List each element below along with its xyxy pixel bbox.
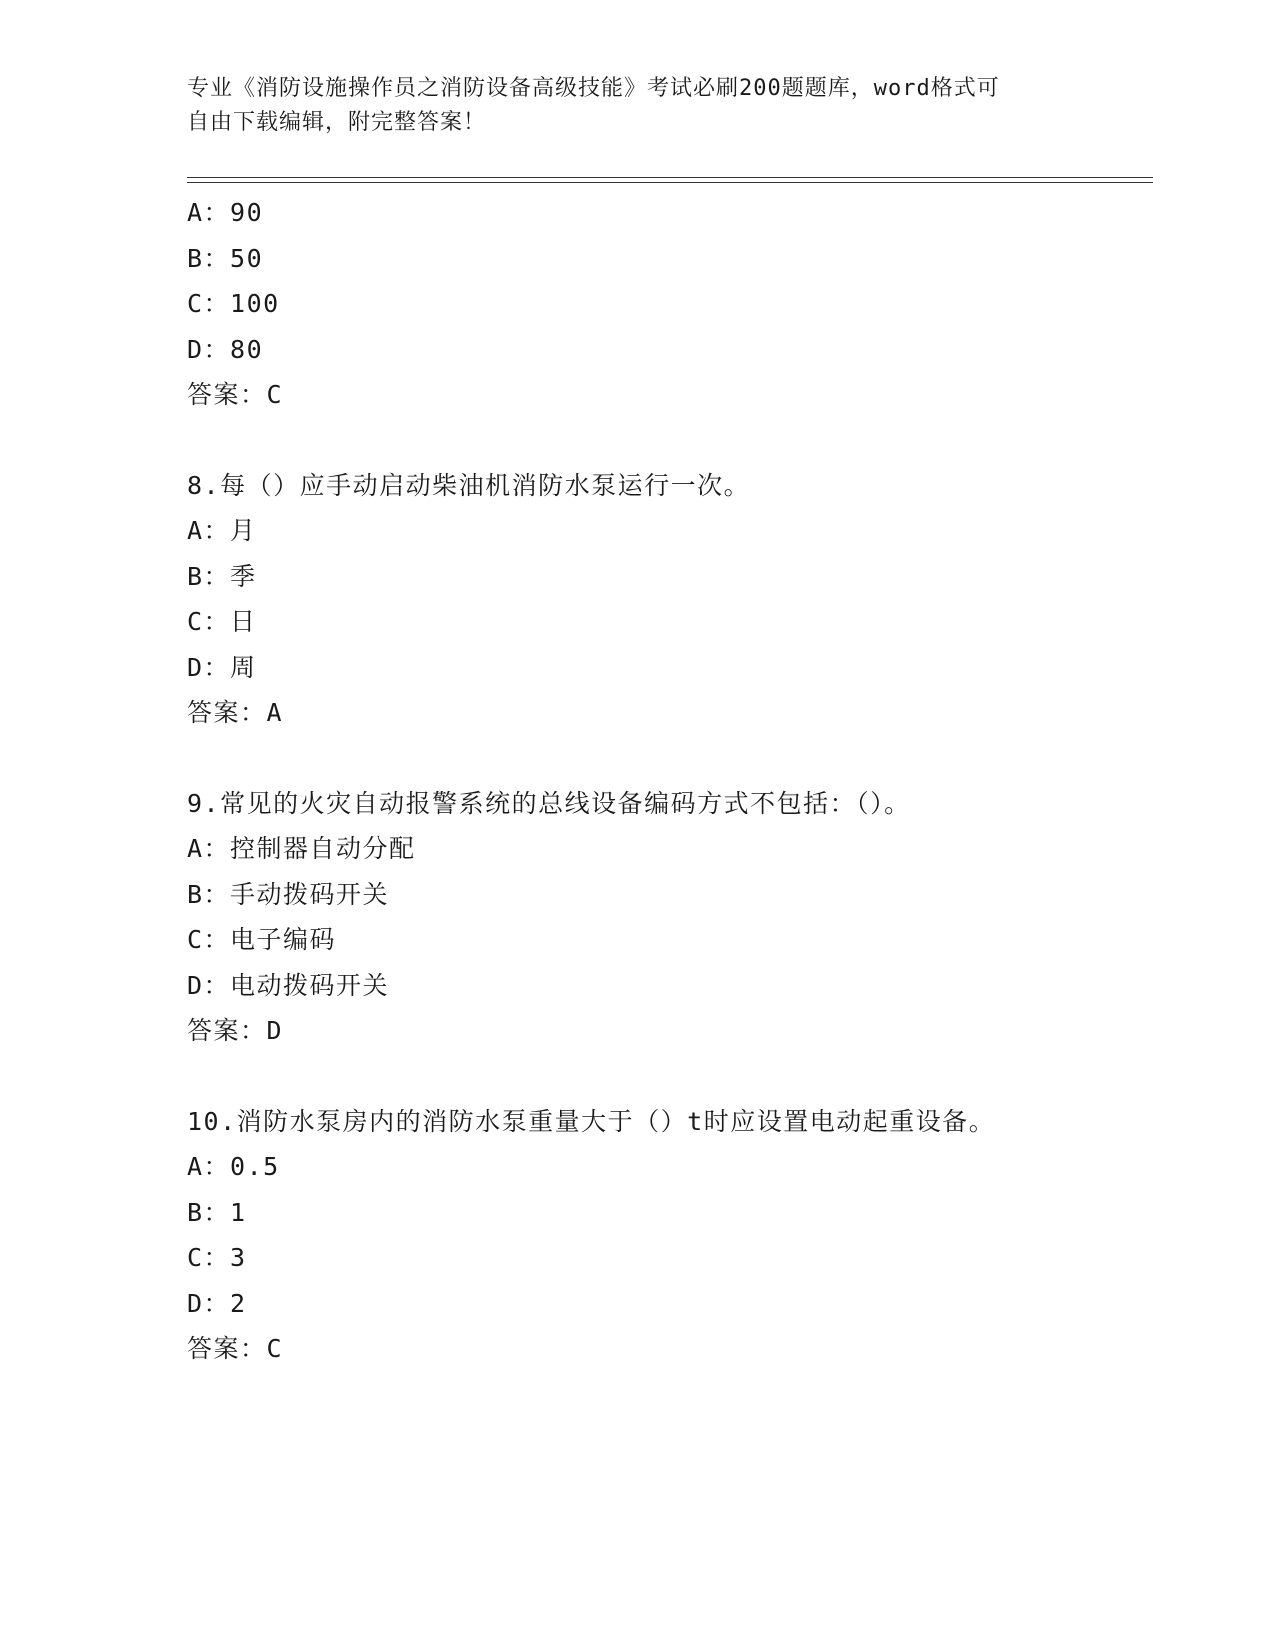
header-rule-bottom xyxy=(187,182,1153,183)
answer: 答案：A xyxy=(187,698,284,727)
option-b: B：手动拨码开关 xyxy=(187,879,390,909)
option-a: A：控制器自动分配 xyxy=(187,834,416,863)
question-list xyxy=(187,190,1167,1372)
option-c: C：3 xyxy=(187,1243,247,1272)
question-block-7 xyxy=(187,190,1167,418)
option-c: C：100 xyxy=(187,289,280,318)
answer: 答案：D xyxy=(187,1016,284,1045)
question-block-9 xyxy=(187,781,1167,1054)
option-d: D：电动拨码开关 xyxy=(187,970,390,1000)
option-b: B：1 xyxy=(187,1197,247,1227)
spacer xyxy=(187,418,1167,463)
question-block-10 xyxy=(187,1099,1167,1372)
option-a: A：0.5 xyxy=(187,1152,280,1181)
question-text: 8.每（）应手动启动柴油机消防水泵运行一次。 xyxy=(187,470,751,500)
option-b: B：50 xyxy=(187,243,264,273)
document-header xyxy=(187,72,1087,140)
spacer xyxy=(187,1054,1167,1099)
question-block-8 xyxy=(187,463,1167,736)
option-d: D：周 xyxy=(187,652,257,682)
answer: 答案：C xyxy=(187,1334,284,1363)
option-d: D：80 xyxy=(187,334,264,364)
option-a: A：月 xyxy=(187,516,257,545)
option-d: D：2 xyxy=(187,1288,247,1318)
option-b: B：季 xyxy=(187,561,257,591)
option-a: A：90 xyxy=(187,198,264,227)
answer: 答案：C xyxy=(187,380,284,409)
question-text: 9.常见的火灾自动报警系统的总线设备编码方式不包括：（）。 xyxy=(187,788,911,818)
header-line-2: 自由下载编辑，附完整答案！ xyxy=(187,110,487,135)
header-rule-top xyxy=(187,177,1153,178)
header-line-1: 专业《消防设施操作员之消防设备高级技能》考试必刷200题题库，word格式可 xyxy=(187,76,1000,101)
option-c: C：日 xyxy=(187,607,257,636)
question-text: 10.消防水泵房内的消防水泵重量大于（）t时应设置电动起重设备。 xyxy=(187,1106,996,1136)
option-c: C：电子编码 xyxy=(187,925,337,954)
spacer xyxy=(187,736,1167,781)
